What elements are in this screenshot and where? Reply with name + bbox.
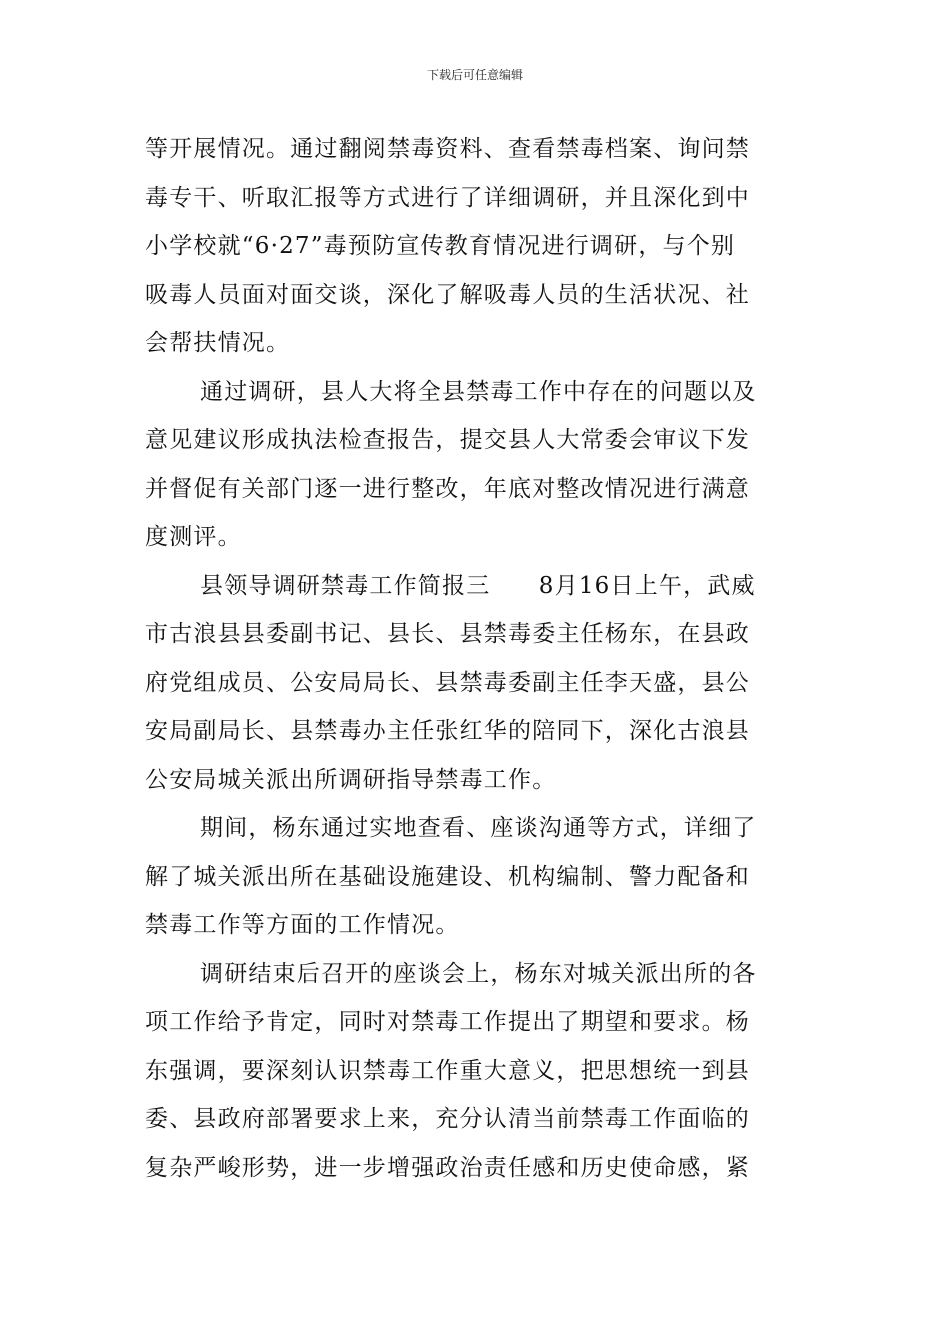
text-line: 小学校就“6·27”毒预防宣传教育情况进行调研，与个别 (145, 233, 736, 259)
page-header: 下载后可任意编辑 (426, 68, 523, 82)
text-line: 会帮扶情况。 (145, 330, 291, 356)
text-line: 项工作给予肯定，同时对禁毒工作提出了期望和要求。杨 (145, 1009, 750, 1035)
text-line: 市古浪县县委副书记、县长、县禁毒委主任杨东，在县政 (145, 621, 750, 647)
text-line: 安局副局长、县禁毒办主任张红华的陪同下，深化古浪县 (145, 718, 750, 744)
text-line: 吸毒人员面对面交谈，深化了解吸毒人员的生活状况、社 (145, 281, 750, 308)
text-line: 东强调，要深刻认识禁毒工作重大意义，把思想统一到县 (145, 1057, 750, 1084)
text-line: 毒专干、听取汇报等方式进行了详细调研，并且深化到中 (145, 184, 750, 211)
text-line: 度测评。 (145, 524, 242, 550)
text-line: 公安局城关派出所调研指导禁毒工作。 (145, 766, 557, 793)
body-text (145, 125, 808, 1192)
text-line: 解了城关派出所在基础设施建设、机构编制、警力配备和 (145, 863, 750, 890)
text-line: 复杂严峻形势，进一步增强政治责任感和历史使命感，紧 (145, 1154, 750, 1181)
text-line: 府党组成员、公安局局长、县禁毒委副主任李天盛，县公 (145, 669, 750, 696)
paragraph-first-line: 县领导调研禁毒工作简报三 8月16日上午，武威 (200, 572, 756, 599)
paragraph-first-line: 通过调研，县人大将全县禁毒工作中存在的问题以及 (200, 378, 757, 405)
text-line: 禁毒工作等方面的工作情况。 (145, 912, 460, 938)
text-line: 意见建议形成执法检查报告，提交县人大常委会审议下发 (145, 427, 750, 453)
text-line: 委、县政府部署要求上来，充分认清当前禁毒工作面临的 (145, 1106, 750, 1132)
text-line: 并督促有关部门逐一进行整改，年底对整改情况进行满意 (145, 475, 750, 502)
paragraph-first-line: 调研结束后召开的座谈会上，杨东对城关派出所的各 (200, 960, 757, 987)
paragraph-first-line: 期间，杨东通过实地查看、座谈沟通等方式，详细了 (200, 815, 757, 841)
text-line: 等开展情况。通过翻阅禁毒资料、查看禁毒档案、询问禁 (145, 136, 750, 162)
